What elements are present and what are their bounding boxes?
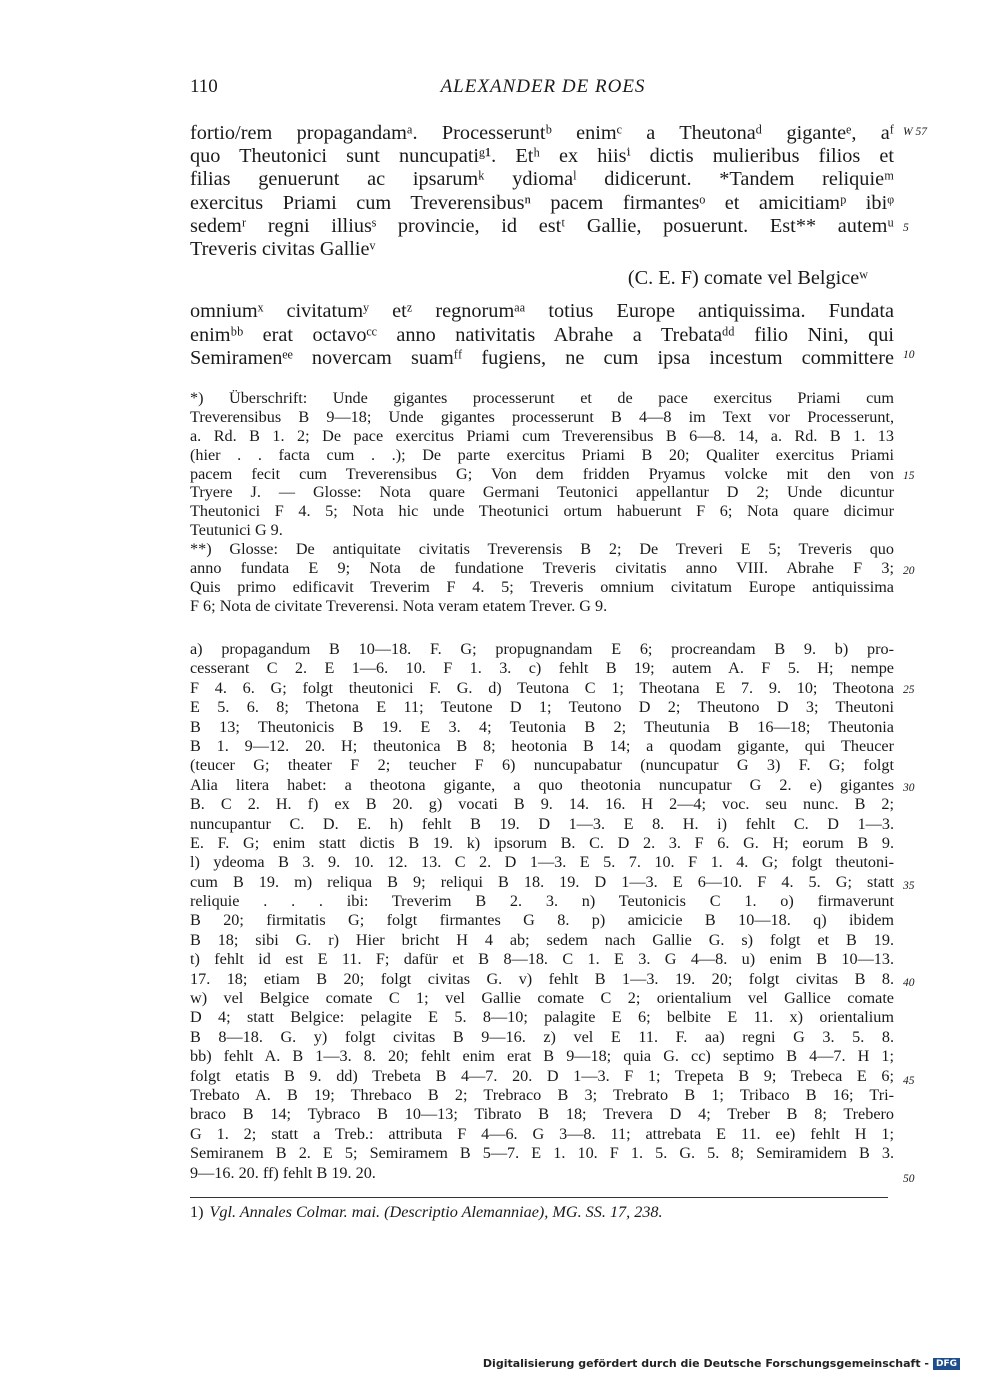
apparatus-line: B. C 2. H. f) ex B 20. g) vocati B 9. 14. 16. H 2—4; voc. seu nunc. B 2;	[190, 795, 894, 814]
note-line: Quis primo edificavit Treverim F 4. 5; Treveris omnium civitatum Europe antiquissima	[190, 577, 894, 596]
apparatus-line: Semiranem B 2. E 5; Semiramem B 5—7. E 1. 10. F 1. 5. G. 5. 8; Semiramidem B 3.	[190, 1144, 894, 1163]
apparatus-line: E 5. 6. 8; Thetona E 11; Teutone D 1; Teutono D 2; Theutono D 3; Theutoni	[190, 698, 894, 717]
margin-number: W 57	[903, 126, 927, 138]
apparatus-line: bb) fehlt A. B 1—3. 8. 20; fehlt enim erat B 9—18; quia G. cc) septimo B 4—7. H 1;	[190, 1047, 894, 1066]
page-number: 110	[190, 76, 218, 97]
text-line: quo Theutonici sunt nuncupatiᵍ¹. Etʰ ex hiisⁱ dictis mulieribus filios et	[190, 145, 894, 168]
note-line: Tryere J. — Glosse: Nota quare Germani Teutonici appellantur D 2; Unde dicuntur	[190, 483, 894, 502]
note-line: (hier . . facta cum . .); De parte exercitus Priami B 20; Qualiter exercitus Priami	[190, 445, 894, 464]
apparatus-line: cum B 19. m) reliqua B 9; reliqui B 18. 19. D 1—3. E 6—10. F 4. 5. G; statt	[190, 872, 894, 891]
margin-number: 5	[903, 222, 909, 234]
apparatus-line: G 1. 2; statt a Treb.: attributa F 4—6. G 3—8. 11; attrebata E 11. ee) fehlt H 1;	[190, 1124, 894, 1143]
margin-number: 50	[903, 1173, 915, 1185]
note-line: Theutonici F 4. 5; Nota hic unde Theotunici ortum habuerunt F 6; Nota quare dicimur	[190, 502, 894, 521]
note-line: a. Rd. B 1. 2; De pace exercitus Priami cum Treverensibus B 6—8. 14, a. Rd. B 1. 13	[190, 426, 894, 445]
note-line: Teutunici G 9.	[190, 521, 283, 540]
digitization-text: Digitalisierung gefördert durch die Deutsche Forschungsgemeinschaft -	[482, 1357, 929, 1370]
footnote	[190, 1203, 894, 1222]
critical-apparatus	[190, 640, 894, 1183]
margin-number: 20	[903, 565, 915, 577]
digitization-credit	[483, 1357, 960, 1370]
running-title: ALEXANDER DE ROES	[440, 76, 646, 97]
text-line: Treveris civitas Gallieᵛ	[190, 237, 376, 260]
apparatus-line: B 20; firmitatis G; folgt firmantes G 8. p) amicicie B 10—18. q) ibidem	[190, 911, 894, 930]
text-line: enimᵇᵇ erat octavoᶜᶜ anno nativitatis Abrahe a Trebataᵈᵈ filio Nini, qui	[190, 323, 894, 346]
note-line: *) Überschrift: Unde gigantes processerunt et de pace exercitus Priami cum	[190, 389, 894, 407]
apparatus-line: D 4; statt Belgice: pelagite E 5. 8—10; palagite E 6; belbite E 11. x) orientalium	[190, 1008, 894, 1027]
apparatus-line: a) propagandum B 10—18. F. G; propugnandam E 6; procreandam B 9. b) pro-	[190, 640, 894, 658]
footnote-rule	[190, 1197, 888, 1198]
apparatus-line: B 13; Theutonicis B 19. E 3. 4; Teutonia B 2; Theutunia B 16—18; Theutonia	[190, 717, 894, 736]
note-line: **) Glosse: De antiquitate civitatis Treverensis B 2; De Treveri E 5; Treveris quo	[190, 540, 894, 559]
apparatus-line: (teucer G; theater F 2; teucher F 6) nuncupabatur (nuncupatur G 3) F. G; folgt	[190, 756, 894, 775]
apparatus-line: w) vel Belgice comate C 1; vel Gallie comate C 2; orientalium vel Gallice comate	[190, 989, 894, 1008]
apparatus-line: braco B 14; Tybraco B 10—13; Tibrato B 18; Trevera D 4; Treber B 8; Trebero	[190, 1105, 894, 1124]
text-line: (C. E. F) comate vel Belgiceʷ	[627, 267, 868, 290]
apparatus-line: E. F. G; enim statt dictis B 19. k) ipsorum B. C. D 2. 3. F 6. G. H; eorum B 9.	[190, 833, 894, 852]
apparatus-line: B 18; sibi G. r) Hier bricht H 4 ab; sedem nach Gallie G. s) folgt et B 19.	[190, 930, 894, 949]
main-text	[190, 122, 894, 370]
text-line: Semiramenᵉᵉ novercam suamᶠᶠ fugiens, ne cum ipsa incestum committere	[190, 346, 894, 369]
footnote-number: 1)	[190, 1203, 204, 1221]
apparatus-line: cesserant C 2. E 1—6. 10. F 1. 3. c) fehlt B 19; autem A. F 5. H; nempe	[190, 659, 894, 678]
margin-number: 25	[903, 684, 915, 696]
apparatus-line: nuncupantur C. D. E. h) fehlt B 19. D 1—3. E 8. H. i) fehlt C. D 1—3.	[190, 814, 894, 833]
apparatus-line: B 8—18. G. y) folgt civitas B 9—16. z) vel E 11. F. aa) regni G 3. 5. 8.	[190, 1027, 894, 1046]
text-line: omniumˣ civitatumʸ etᶻ regnorumᵃᵃ totius Europe antiquissima. Fundata	[190, 300, 894, 323]
margin-number: 40	[903, 977, 915, 989]
note-line: Treverensibus B 9—18; Unde gigantes processerunt B 4—8 im Text vor Processerunt,	[190, 407, 894, 426]
margin-number: 35	[903, 880, 915, 892]
text-line: exercitus Priami cum Treverensibusⁿ pacem firmantesᵒ et amicitiamᵖ ibiᵠ	[190, 191, 894, 214]
apparatus-line: l) ydeoma B 3. 9. 10. 12. 13. C 2. D 1—3. E 5. 7. 10. F 1. 4. G; folgt theutoni-	[190, 853, 894, 872]
note-line: anno fundata E 9; Nota de fundatione Treveris civitatis anno VIII. Abrahe F 3;	[190, 559, 894, 578]
text-line: fortio/rem propagandamᵃ. Processeruntᵇ enimᶜ a Theutonaᵈ giganteᵉ, aᶠ	[190, 122, 894, 144]
editorial-notes	[190, 389, 894, 616]
apparatus-line: reliquie . . . ibi: Treverim B 2. 3. n) Teutonicis C 1. o) firmaverunt	[190, 892, 894, 911]
apparatus-line: t) fehlt id est E 11. F; dafür et B 8—18. C 1. E 3. G 4—8. u) enim B 10—13.	[190, 950, 894, 969]
apparatus-line: folgt etatis B 9. dd) Trebeta B 4—7. 20. D 1—3. F 1; Trepeta B 9; Trebeca E 6;	[190, 1066, 894, 1085]
apparatus-line: Alia litera habet: a theotona gigante, a quo theotonia nuncupatur G 2. e) gigantes	[190, 775, 894, 794]
margin-number: 15	[903, 470, 915, 482]
margin-number: 30	[903, 782, 915, 794]
note-line: pacem fecit cum Treverensibus G; Von dem fridden Pryamus volcke mit den von	[190, 464, 894, 483]
apparatus-line: Trebato A. B 19; Threbaco B 2; Trebraco B 3; Trebrato B 1; Tribaco B 16; Tri-	[190, 1085, 894, 1104]
apparatus-line: 17. 18; etiam B 20; folgt civitas G. v) fehlt B 1—3. 19. 20; folgt civitas B 8.	[190, 969, 894, 988]
dfg-logo: DFG	[933, 1358, 960, 1370]
margin-number: 10	[903, 349, 915, 361]
margin-number: 45	[903, 1075, 915, 1087]
apparatus-line: 9—16. 20. ff) fehlt B 19. 20.	[190, 1163, 376, 1182]
note-line: F 6; Nota de civitate Treverensi. Nota veram etatem Trever. G 9.	[190, 596, 608, 615]
text-line: sedemʳ regni illiusˢ provincie, id estᵗ Gallie, posuerunt. Est** autemᵘ	[190, 214, 894, 237]
footnote-text: Vgl. Annales Colmar. mai. (Descriptio Alemanniae), MG. SS. 17, 238.	[209, 1203, 663, 1221]
apparatus-line: B 1. 9—12. 20. H; theutonica B 8; heotonia B 14; a quodam gigante, qui Theucer	[190, 736, 894, 755]
apparatus-line: F 4. 6. G; folgt theutonici F. G. d) Teutona C 1; Theotana E 7. 9. 10; Theotona	[190, 678, 894, 697]
text-line: filias genuerunt ac ipsarumᵏ ydiomaˡ didicerunt. *Tandem reliquieᵐ	[190, 168, 894, 191]
